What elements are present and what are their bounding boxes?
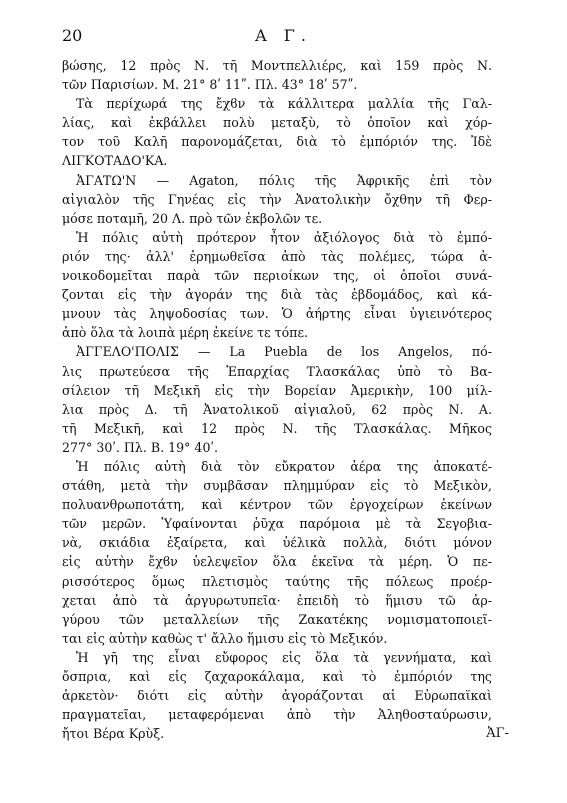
text-line: τον τοῦ Καλῆ παρονομάζεται, διὰ τὸ ἐμπόριόν της. Ἰδὲ xyxy=(62,134,492,150)
text-line: λίας, καὶ ἐκβάλλει πολὺ μεταξὺ, τὸ ὁποῖον καὶ χόρ- xyxy=(62,115,492,131)
text-line: νοικοδομεῖται παρὰ τῶν περιοίκων της, οἱ ὁποῖοι συνά- xyxy=(62,268,492,284)
page-header xyxy=(62,26,505,46)
text-line: Ἡ πόλις αὐτὴ διὰ τὸν εὔκρατον ἀέρα της ἀποκατέ- xyxy=(76,458,492,474)
text-line: αἰγιαλὸν τῆς Γηνέας εἰς τὴν Ἀνατολικὴν ὄχθην τῆ Φερ- xyxy=(62,191,492,207)
page-number: 20 xyxy=(62,26,83,45)
text-line: ἈΓΓΕΛΟ'ΠΟΛΙΣ — La Puebla de los Angelos, πό- xyxy=(76,344,492,360)
running-head: Α Γ. xyxy=(255,26,312,45)
text-line: σίλειον τῆ Μεξικῆ εἰς τὴν Βορείαν Ἀμερικὴν, 100 μίλ- xyxy=(62,382,492,398)
text-line: στάθη, μετὰ τὴν συμβᾶσαν πλημμύραν εἰς τὸ Μεξικὸν, xyxy=(62,478,492,494)
page-body-text xyxy=(62,56,492,743)
text-line: 277° 30ʹ. Πλ. Β. 19° 40ʹ. xyxy=(62,439,218,455)
text-line: τῆ Μεξικῆ, καὶ 12 πρὸς Ν. τῆς Τλασκάλας. Μῆκος xyxy=(62,420,492,436)
text-line: μόσε ποταμῆ, 20 Λ. πρὸ τῶν ἐκβολῶν τε. xyxy=(62,210,323,226)
text-line: ΛΙΓΚΟΤΑΔΟ'ΚΑ. xyxy=(62,153,168,169)
text-line: λις πρωτεύεσα τῆς Ἐπαρχίας Τλασκάλας ὑπὸ τὸ Βα- xyxy=(62,363,492,379)
text-line: ἀπὸ ὅλα τὰ λοιπὰ μέρη ἐκείνε τε τόπε. xyxy=(62,325,308,341)
text-line: ἈΓΑΤΩ'Ν — Agaton, πόλις τῆς Ἀφρικῆς ἐπὶ τὸν xyxy=(76,172,492,188)
text-line: τῶν Παρισίων. Μ. 21° 8ʹ 11ʺ. Πλ. 43° 18ʹ 57ʺ. xyxy=(62,77,358,93)
text-line: βώσης, 12 πρὸς Ν. τῆ Μοντπελλιέρς, καὶ 159 πρὸς Ν. xyxy=(62,58,492,73)
text-line: Τὰ περίχωρά της ἔχϐν τὰ κάλλιτερα μαλλία τῆς Γαλ- xyxy=(76,96,492,112)
text-line: Ἡ πόλις αὐτὴ πρότερον ἦτον ἀξιόλογος διὰ τὸ ἐμπό- xyxy=(76,229,492,245)
text-line: τῶν μερῶν. Ὑφαίνονται ῥῦχα παρόμοια μὲ τὰ Σεγοβια- xyxy=(62,516,492,532)
text-line: γύρου τῶν μεταλλείων τῆς Ζακατέκης νομισματοποιεῖ- xyxy=(62,611,492,627)
text-line: ται εἰς αὐτὴν καθὼς τ' ἄλλο ἥμισυ εἰς τὸ Μεξικόν. xyxy=(62,630,388,646)
text-line: νὰ, σκιάδια ἐξαίρετα, καὶ ὑέλικὰ πολλὰ, διότι μόνον xyxy=(62,535,492,551)
text-line: ζονται εἰς τὴν ἀγοράν της διὰ τὰς ἑβδομάδος, καὶ κά- xyxy=(62,287,492,303)
text-line: Ἡ γῆ της εἶναι εὔφορος εἰς ὅλα τὰ γεννήματα, καὶ xyxy=(76,649,492,665)
text-line: λια πρὸς Δ. τῆ Ἀνατολικοῦ αἰγιαλοῦ, 62 πρὸς Ν. Α. xyxy=(62,401,492,417)
catchword: ἈΓ- xyxy=(486,726,509,741)
text-line: εἰς αὐτὴν ἔχϐν ὑελεψεῖον ὅλα ἐκεῖνα τὰ μέρη. Ὁ πε- xyxy=(62,554,492,570)
text-line: ἀρκετὸν· διότι εἰς αὐτὴν ἀγοράζονται αἱ Εὐρωπαϊκαὶ xyxy=(62,688,492,704)
text-line: ἤτοι Βέρα Κρὺξ. xyxy=(62,726,165,742)
text-line: μνουν τὰς ληψοδοσίας των. Ὁ ἀήρτης εἶναι ὑγιεινότερος xyxy=(62,306,492,322)
text-line: πραγματεῖαι, μεταφερόμεναι ἀπὸ τὴν Ἀληθοσταύρωσιν, xyxy=(62,707,492,723)
text-line: ὄσπρια, καὶ εἰς ζαχαροκάλαμα, καὶ τὸ ἐμπόριόν της xyxy=(62,669,492,684)
text-line: χεται ἀπὸ τὰ ἀργυρωτυπεῖα· ἐπειδὴ τὸ ἥμισυ τῶ ἀρ- xyxy=(62,592,492,608)
text-line: ριόν της· ἀλλ' ἐρημωθεῖσα ἀπὸ τὰς πολέμες, τώρα ἀ- xyxy=(62,248,492,264)
text-line: πολυανθρωποτάτη, καὶ κέντρον τῶν ἐργοχείρων ἐκείνων xyxy=(62,497,492,513)
text-line: ρισσότερος ὅμως πλετισμὸς ταύτης τῆς πόλεως προέρ- xyxy=(62,573,492,589)
